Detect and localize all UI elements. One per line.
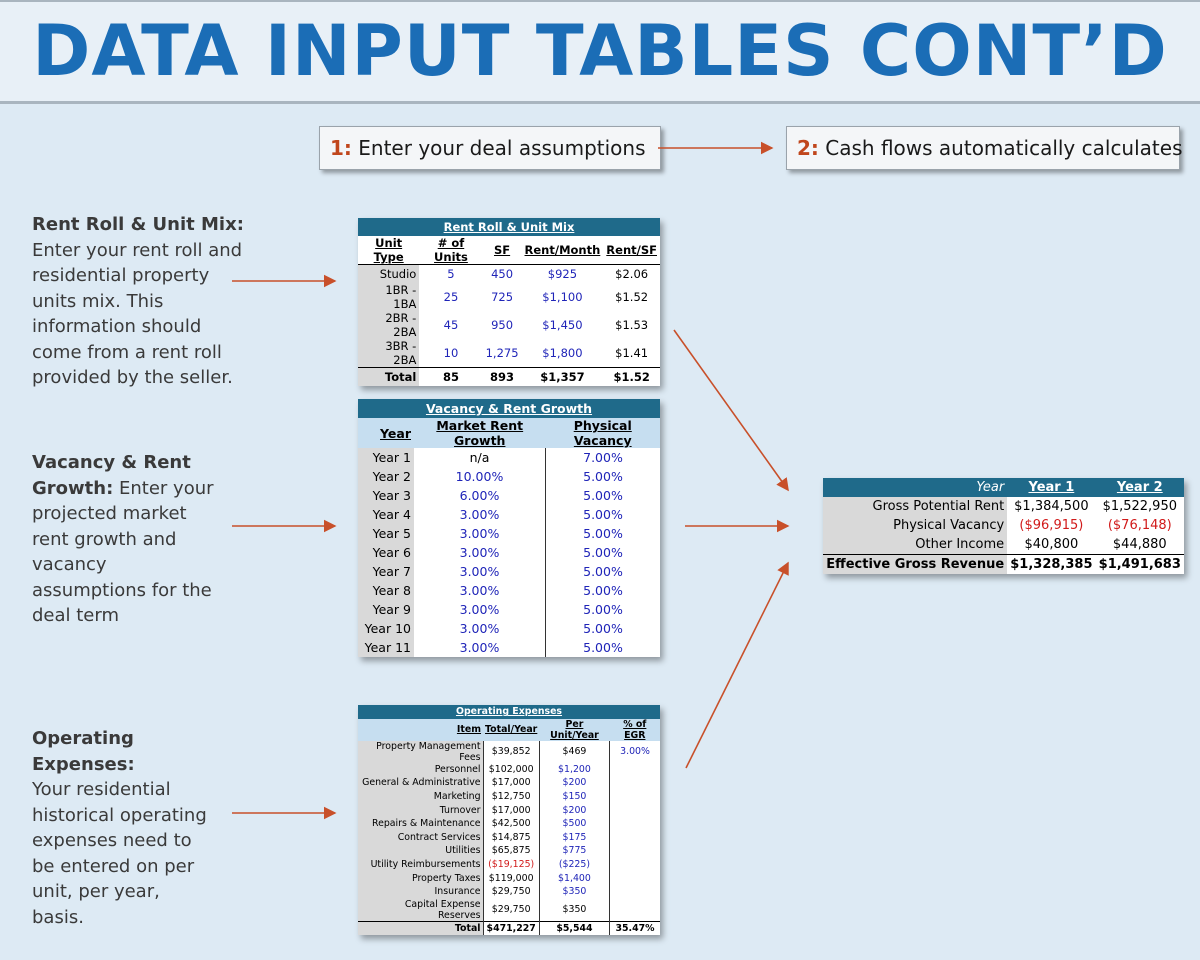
table-row-total (358, 368, 660, 387)
egr-header: Year (976, 480, 1005, 495)
page-title: DATA INPUT TABLES CONT’D (32, 10, 1168, 92)
table-row (358, 311, 660, 339)
vac-cell: Year 7 (358, 562, 414, 581)
vac-cell[interactable]: 5.00% (583, 469, 623, 484)
rr-cell: 2BR - 2BA (358, 311, 419, 339)
vac-cell: Year 11 (358, 638, 414, 657)
table-row-total (823, 555, 1184, 575)
rent-roll-title: Rent Roll & Unit Mix (358, 218, 660, 236)
table-row (358, 741, 660, 763)
opex-cell (610, 817, 660, 831)
vac-cell[interactable]: 5.00% (583, 583, 623, 598)
vac-cell[interactable]: 5.00% (583, 602, 623, 617)
opex-cell[interactable]: $200 (539, 776, 609, 790)
rr-cell[interactable]: 10 (443, 346, 459, 360)
vac-cell[interactable]: 5.00% (583, 507, 623, 522)
vac-cell: Year 1 (358, 448, 414, 467)
opex-header: Total/Year (483, 719, 539, 741)
vac-cell[interactable]: n/a (414, 448, 545, 467)
opex-cell: Property Taxes (358, 871, 483, 885)
vac-cell[interactable]: 3.00% (414, 562, 545, 581)
vacancy-table (358, 399, 660, 657)
opex-header: % of EGR (610, 719, 660, 741)
table-row (358, 543, 660, 562)
table-row (358, 817, 660, 831)
opex-cell: $65,875 (483, 844, 539, 858)
opex-cell (610, 790, 660, 804)
egr-header: Year 1 (1028, 480, 1075, 495)
table-row (358, 803, 660, 817)
rr-cell[interactable]: 45 (443, 318, 459, 332)
opex-title: Operating Expenses (358, 705, 660, 719)
opex-note-body: Your residential historical operating expenses need to be entered on per unit, per year, basis. (32, 779, 207, 928)
vacancy-note-body: Enter your projected market rent growth and vacancy assumptions for the deal term (32, 477, 214, 626)
opex-cell[interactable]: 3.00% (620, 746, 650, 758)
vac-cell: Year 6 (358, 543, 414, 562)
opex-cell (610, 899, 660, 922)
vac-cell[interactable]: 5.00% (583, 488, 623, 503)
step-1-text: Enter your deal assumptions (358, 136, 646, 160)
rent-roll-note-body: Enter your rent roll and residential property units mix. This information should come from a rent roll provided by the seller. (32, 239, 243, 388)
rr-cell: Total (358, 368, 419, 387)
opex-cell (610, 858, 660, 872)
rr-cell[interactable]: 25 (443, 290, 459, 304)
egr-cell: Physical Vacancy (823, 516, 1007, 535)
rr-cell[interactable]: 450 (491, 267, 514, 281)
table-row (358, 486, 660, 505)
opex-cell (610, 844, 660, 858)
opex-cell[interactable]: ($225) (539, 858, 609, 872)
opex-table (358, 705, 660, 935)
rr-cell: 1BR - 1BA (358, 283, 419, 311)
egr-cell: $1,328,385 (1010, 557, 1093, 572)
opex-cell: $42,500 (483, 817, 539, 831)
opex-cell[interactable]: $500 (539, 817, 609, 831)
table-row (358, 524, 660, 543)
vac-cell[interactable]: 3.00% (414, 505, 545, 524)
opex-note (32, 726, 217, 930)
opex-cell (610, 803, 660, 817)
rr-cell[interactable]: 950 (491, 318, 514, 332)
step-2-text: Cash flows automatically calculates (825, 136, 1183, 160)
table-row (358, 638, 660, 657)
table-row (358, 265, 660, 284)
vac-cell[interactable]: 3.00% (414, 543, 545, 562)
vacancy-title: Vacancy & Rent Growth (358, 399, 660, 418)
opex-cell: $5,544 (539, 921, 609, 935)
egr-cell: $1,384,500 (1014, 499, 1089, 514)
opex-cell: Total (358, 921, 483, 935)
table-row (358, 871, 660, 885)
opex-cell: Property Management Fees (358, 741, 483, 763)
table-row-total (358, 921, 660, 935)
opex-cell[interactable]: $175 (539, 831, 609, 845)
table-row (358, 448, 660, 467)
rr-header: Rent/Month (522, 236, 604, 265)
table-row (358, 467, 660, 486)
opex-cell: $12,750 (483, 790, 539, 804)
rr-cell: 85 (442, 370, 459, 384)
vac-cell: Year 4 (358, 505, 414, 524)
egr-cell: Gross Potential Rent (823, 497, 1007, 516)
rr-cell: $1.52 (615, 290, 649, 304)
rr-cell[interactable]: 725 (491, 290, 514, 304)
opex-cell: Utility Reimbursements (358, 858, 483, 872)
opex-cell: $17,000 (483, 803, 539, 817)
egr-table (823, 478, 1184, 574)
opex-cell: 35.47% (615, 922, 655, 934)
table-row (358, 581, 660, 600)
step-2-number: 2: (797, 136, 819, 160)
egr-header: Year 2 (1116, 480, 1163, 495)
vac-header: Physical Vacancy (545, 418, 660, 448)
opex-cell: Insurance (358, 885, 483, 899)
opex-cell[interactable]: $1,400 (539, 871, 609, 885)
rr-cell: $2.06 (615, 267, 649, 281)
opex-cell (610, 871, 660, 885)
opex-cell: $17,000 (483, 776, 539, 790)
rr-cell: $1,357 (540, 370, 585, 384)
opex-cell: Utilities (358, 844, 483, 858)
opex-cell: Turnover (358, 803, 483, 817)
vac-cell[interactable]: 6.00% (414, 486, 545, 505)
opex-cell: General & Administrative (358, 776, 483, 790)
step-1-number: 1: (330, 136, 352, 160)
opex-cell[interactable]: $775 (539, 844, 609, 858)
opex-cell (610, 885, 660, 899)
vac-cell: Year 5 (358, 524, 414, 543)
table-row (358, 339, 660, 368)
vac-cell[interactable]: 5.00% (583, 621, 623, 636)
rr-cell[interactable]: $1,100 (542, 290, 583, 304)
opex-cell[interactable]: $150 (539, 790, 609, 804)
opex-cell: $29,750 (483, 885, 539, 899)
table-row (358, 899, 660, 922)
vac-cell: Year 3 (358, 486, 414, 505)
opex-cell: Marketing (358, 790, 483, 804)
vac-cell[interactable]: 5.00% (583, 564, 623, 579)
rr-cell[interactable]: 1,275 (485, 346, 519, 360)
vac-cell: Year 9 (358, 600, 414, 619)
rr-cell[interactable]: $1,450 (542, 318, 583, 332)
table-row (358, 600, 660, 619)
rent-roll-table (358, 218, 660, 386)
opex-note-title: Operating Expenses: (32, 728, 135, 775)
rr-header: Unit Type (358, 236, 419, 265)
opex-cell: $39,852 (483, 741, 539, 763)
table-row (358, 283, 660, 311)
egr-cell: Other Income (823, 535, 1007, 555)
table-row (358, 831, 660, 845)
table-row (358, 619, 660, 638)
vac-cell: Year 2 (358, 467, 414, 486)
opex-cell: $350 (539, 899, 609, 922)
vac-cell[interactable]: 3.00% (414, 619, 545, 638)
rent-roll-note-title: Rent Roll & Unit Mix: (32, 214, 244, 235)
opex-cell: Repairs & Maintenance (358, 817, 483, 831)
rr-header: # of Units (419, 236, 482, 265)
opex-cell: Personnel (358, 763, 483, 777)
vac-cell[interactable]: 5.00% (583, 545, 623, 560)
vac-cell[interactable]: 3.00% (414, 524, 545, 543)
table-row (358, 562, 660, 581)
egr-cell: $1,491,683 (1098, 557, 1181, 572)
vacancy-note (32, 450, 222, 629)
table-row (358, 776, 660, 790)
opex-cell (610, 831, 660, 845)
egr-cell: $1,522,950 (1102, 499, 1177, 514)
rr-cell: 893 (490, 370, 515, 384)
rr-header: Rent/SF (603, 236, 660, 265)
rr-cell: $1.41 (615, 346, 649, 360)
table-row (823, 497, 1184, 516)
opex-cell: $29,750 (483, 899, 539, 922)
rent-roll-note (32, 212, 247, 391)
rr-cell: $1.53 (615, 318, 649, 332)
vac-header: Year (358, 418, 414, 448)
rr-cell[interactable]: 5 (447, 267, 455, 281)
table-row (823, 516, 1184, 535)
egr-cell: ($96,915) (1019, 518, 1084, 533)
vac-cell: Year 8 (358, 581, 414, 600)
vac-cell[interactable]: 10.00% (414, 467, 545, 486)
opex-cell: Capital Expense Reserves (358, 899, 483, 922)
opex-cell: $469 (539, 741, 609, 763)
opex-cell: $102,000 (483, 763, 539, 777)
vac-cell[interactable]: 3.00% (414, 581, 545, 600)
vac-header: Market Rent Growth (414, 418, 545, 448)
vacancy-note-title: Vacancy & Rent Growth: (32, 452, 191, 499)
opex-cell: ($19,125) (483, 858, 539, 872)
table-row (358, 858, 660, 872)
opex-cell[interactable]: $1,200 (539, 763, 609, 777)
opex-cell[interactable]: $350 (539, 885, 609, 899)
table-row (358, 505, 660, 524)
rr-cell[interactable]: $1,800 (542, 346, 583, 360)
opex-header: Item (358, 719, 483, 741)
opex-cell (610, 776, 660, 790)
table-row (358, 763, 660, 777)
opex-cell[interactable]: $200 (539, 803, 609, 817)
egr-cell: $44,880 (1112, 537, 1167, 552)
table-row (358, 844, 660, 858)
opex-to-egr-arrow (686, 563, 788, 768)
rr-cell: Studio (358, 265, 419, 284)
vac-cell: Year 10 (358, 619, 414, 638)
rr-header: SF (483, 236, 522, 265)
opex-cell: Contract Services (358, 831, 483, 845)
table-row (358, 885, 660, 899)
egr-cell: ($76,148) (1107, 518, 1172, 533)
opex-cell (610, 763, 660, 777)
table-row (358, 790, 660, 804)
egr-cell: Effective Gross Revenue (823, 555, 1007, 575)
table-row (823, 535, 1184, 555)
rr-cell[interactable]: $925 (547, 267, 578, 281)
opex-cell: $14,875 (483, 831, 539, 845)
vac-cell[interactable]: 3.00% (414, 600, 545, 619)
vac-cell[interactable]: 5.00% (583, 526, 623, 541)
opex-cell: $119,000 (483, 871, 539, 885)
opex-header: Per Unit/Year (539, 719, 609, 741)
vac-cell[interactable]: 5.00% (583, 640, 623, 655)
rr-cell: $1.52 (613, 370, 650, 384)
opex-cell: $471,227 (483, 921, 539, 935)
rent-roll-to-egr-arrow (674, 330, 788, 490)
vac-cell[interactable]: 3.00% (414, 638, 545, 657)
vac-cell[interactable]: 7.00% (583, 450, 623, 465)
egr-cell: $40,800 (1024, 537, 1079, 552)
rr-cell: 3BR - 2BA (358, 339, 419, 368)
